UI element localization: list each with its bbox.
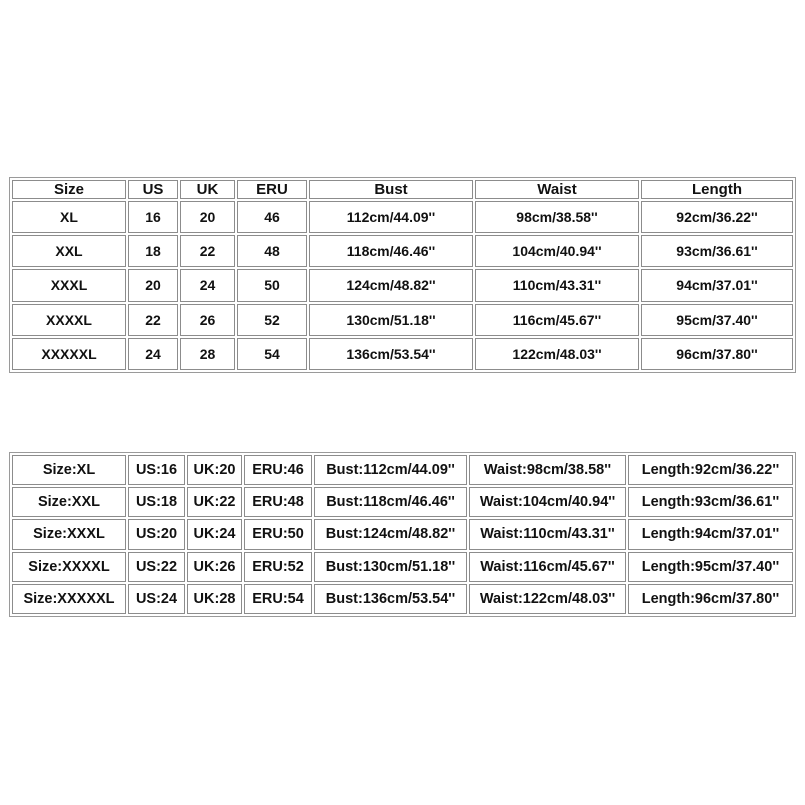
cell-waist: 116cm/45.67''	[475, 304, 639, 336]
table-row	[12, 455, 793, 485]
cell-bust: Bust:136cm/53.54''	[314, 584, 467, 614]
cell-size: Size:XXXXL	[12, 552, 126, 582]
cell-bust: Bust:112cm/44.09''	[314, 455, 467, 485]
cell-uk: UK:28	[187, 584, 242, 614]
cell-waist: 122cm/48.03''	[475, 338, 639, 370]
cell-length: 95cm/37.40''	[641, 304, 793, 336]
cell-waist: Waist:116cm/45.67''	[469, 552, 626, 582]
cell-us: 20	[128, 269, 178, 301]
size-chart-labeled-grid	[10, 453, 795, 616]
cell-eru: 52	[237, 304, 307, 336]
cell-us: US:20	[128, 519, 185, 549]
cell-us: 16	[128, 201, 178, 233]
header-bust: Bust	[309, 180, 473, 199]
cell-size: XL	[12, 201, 126, 233]
cell-length: Length:93cm/36.61''	[628, 487, 793, 517]
header-waist: Waist	[475, 180, 639, 199]
cell-waist: Waist:122cm/48.03''	[469, 584, 626, 614]
cell-bust: Bust:130cm/51.18''	[314, 552, 467, 582]
cell-bust: 136cm/53.54''	[309, 338, 473, 370]
cell-size: Size:XL	[12, 455, 126, 485]
cell-size: XXXXL	[12, 304, 126, 336]
cell-eru: 54	[237, 338, 307, 370]
cell-bust: 118cm/46.46''	[309, 235, 473, 267]
cell-waist: 104cm/40.94''	[475, 235, 639, 267]
cell-length: 93cm/36.61''	[641, 235, 793, 267]
cell-bust: 112cm/44.09''	[309, 201, 473, 233]
cell-length: Length:96cm/37.80''	[628, 584, 793, 614]
cell-us: 18	[128, 235, 178, 267]
cell-waist: Waist:104cm/40.94''	[469, 487, 626, 517]
cell-uk: 28	[180, 338, 235, 370]
table-row	[12, 552, 793, 582]
size-chart-grid	[10, 178, 795, 372]
cell-length: 94cm/37.01''	[641, 269, 793, 301]
table-row	[12, 584, 793, 614]
cell-us: US:18	[128, 487, 185, 517]
cell-uk: UK:24	[187, 519, 242, 549]
header-eru: ERU	[237, 180, 307, 199]
cell-length: Length:94cm/37.01''	[628, 519, 793, 549]
cell-length: 96cm/37.80''	[641, 338, 793, 370]
cell-eru: ERU:54	[244, 584, 312, 614]
table-row	[12, 235, 793, 267]
cell-eru: ERU:46	[244, 455, 312, 485]
cell-bust: Bust:124cm/48.82''	[314, 519, 467, 549]
cell-us: 22	[128, 304, 178, 336]
table-row	[12, 487, 793, 517]
cell-uk: UK:20	[187, 455, 242, 485]
cell-uk: UK:26	[187, 552, 242, 582]
cell-size: XXL	[12, 235, 126, 267]
cell-uk: 26	[180, 304, 235, 336]
cell-eru: ERU:52	[244, 552, 312, 582]
cell-uk: 24	[180, 269, 235, 301]
header-size: Size	[12, 180, 126, 199]
cell-size: Size:XXXL	[12, 519, 126, 549]
cell-eru: ERU:48	[244, 487, 312, 517]
header-uk: UK	[180, 180, 235, 199]
cell-uk: UK:22	[187, 487, 242, 517]
cell-eru: ERU:50	[244, 519, 312, 549]
cell-bust: 124cm/48.82''	[309, 269, 473, 301]
size-chart-labeled-table	[9, 452, 796, 617]
cell-length: Length:95cm/37.40''	[628, 552, 793, 582]
table-row	[12, 304, 793, 336]
table-row	[12, 201, 793, 233]
table-row	[12, 519, 793, 549]
cell-size: Size:XXXXXL	[12, 584, 126, 614]
cell-eru: 46	[237, 201, 307, 233]
cell-eru: 50	[237, 269, 307, 301]
cell-us: US:24	[128, 584, 185, 614]
cell-bust: Bust:118cm/46.46''	[314, 487, 467, 517]
table-row	[12, 269, 793, 301]
cell-uk: 20	[180, 201, 235, 233]
cell-eru: 48	[237, 235, 307, 267]
header-row	[12, 180, 793, 199]
cell-waist: Waist:110cm/43.31''	[469, 519, 626, 549]
cell-waist: 110cm/43.31''	[475, 269, 639, 301]
cell-size: XXXL	[12, 269, 126, 301]
header-us: US	[128, 180, 178, 199]
header-length: Length	[641, 180, 793, 199]
cell-uk: 22	[180, 235, 235, 267]
cell-waist: Waist:98cm/38.58''	[469, 455, 626, 485]
cell-size: XXXXXL	[12, 338, 126, 370]
cell-waist: 98cm/38.58''	[475, 201, 639, 233]
size-chart-table	[9, 177, 796, 373]
cell-bust: 130cm/51.18''	[309, 304, 473, 336]
cell-length: Length:92cm/36.22''	[628, 455, 793, 485]
cell-us: US:22	[128, 552, 185, 582]
cell-us: 24	[128, 338, 178, 370]
cell-us: US:16	[128, 455, 185, 485]
cell-length: 92cm/36.22''	[641, 201, 793, 233]
cell-size: Size:XXL	[12, 487, 126, 517]
table-row	[12, 338, 793, 370]
